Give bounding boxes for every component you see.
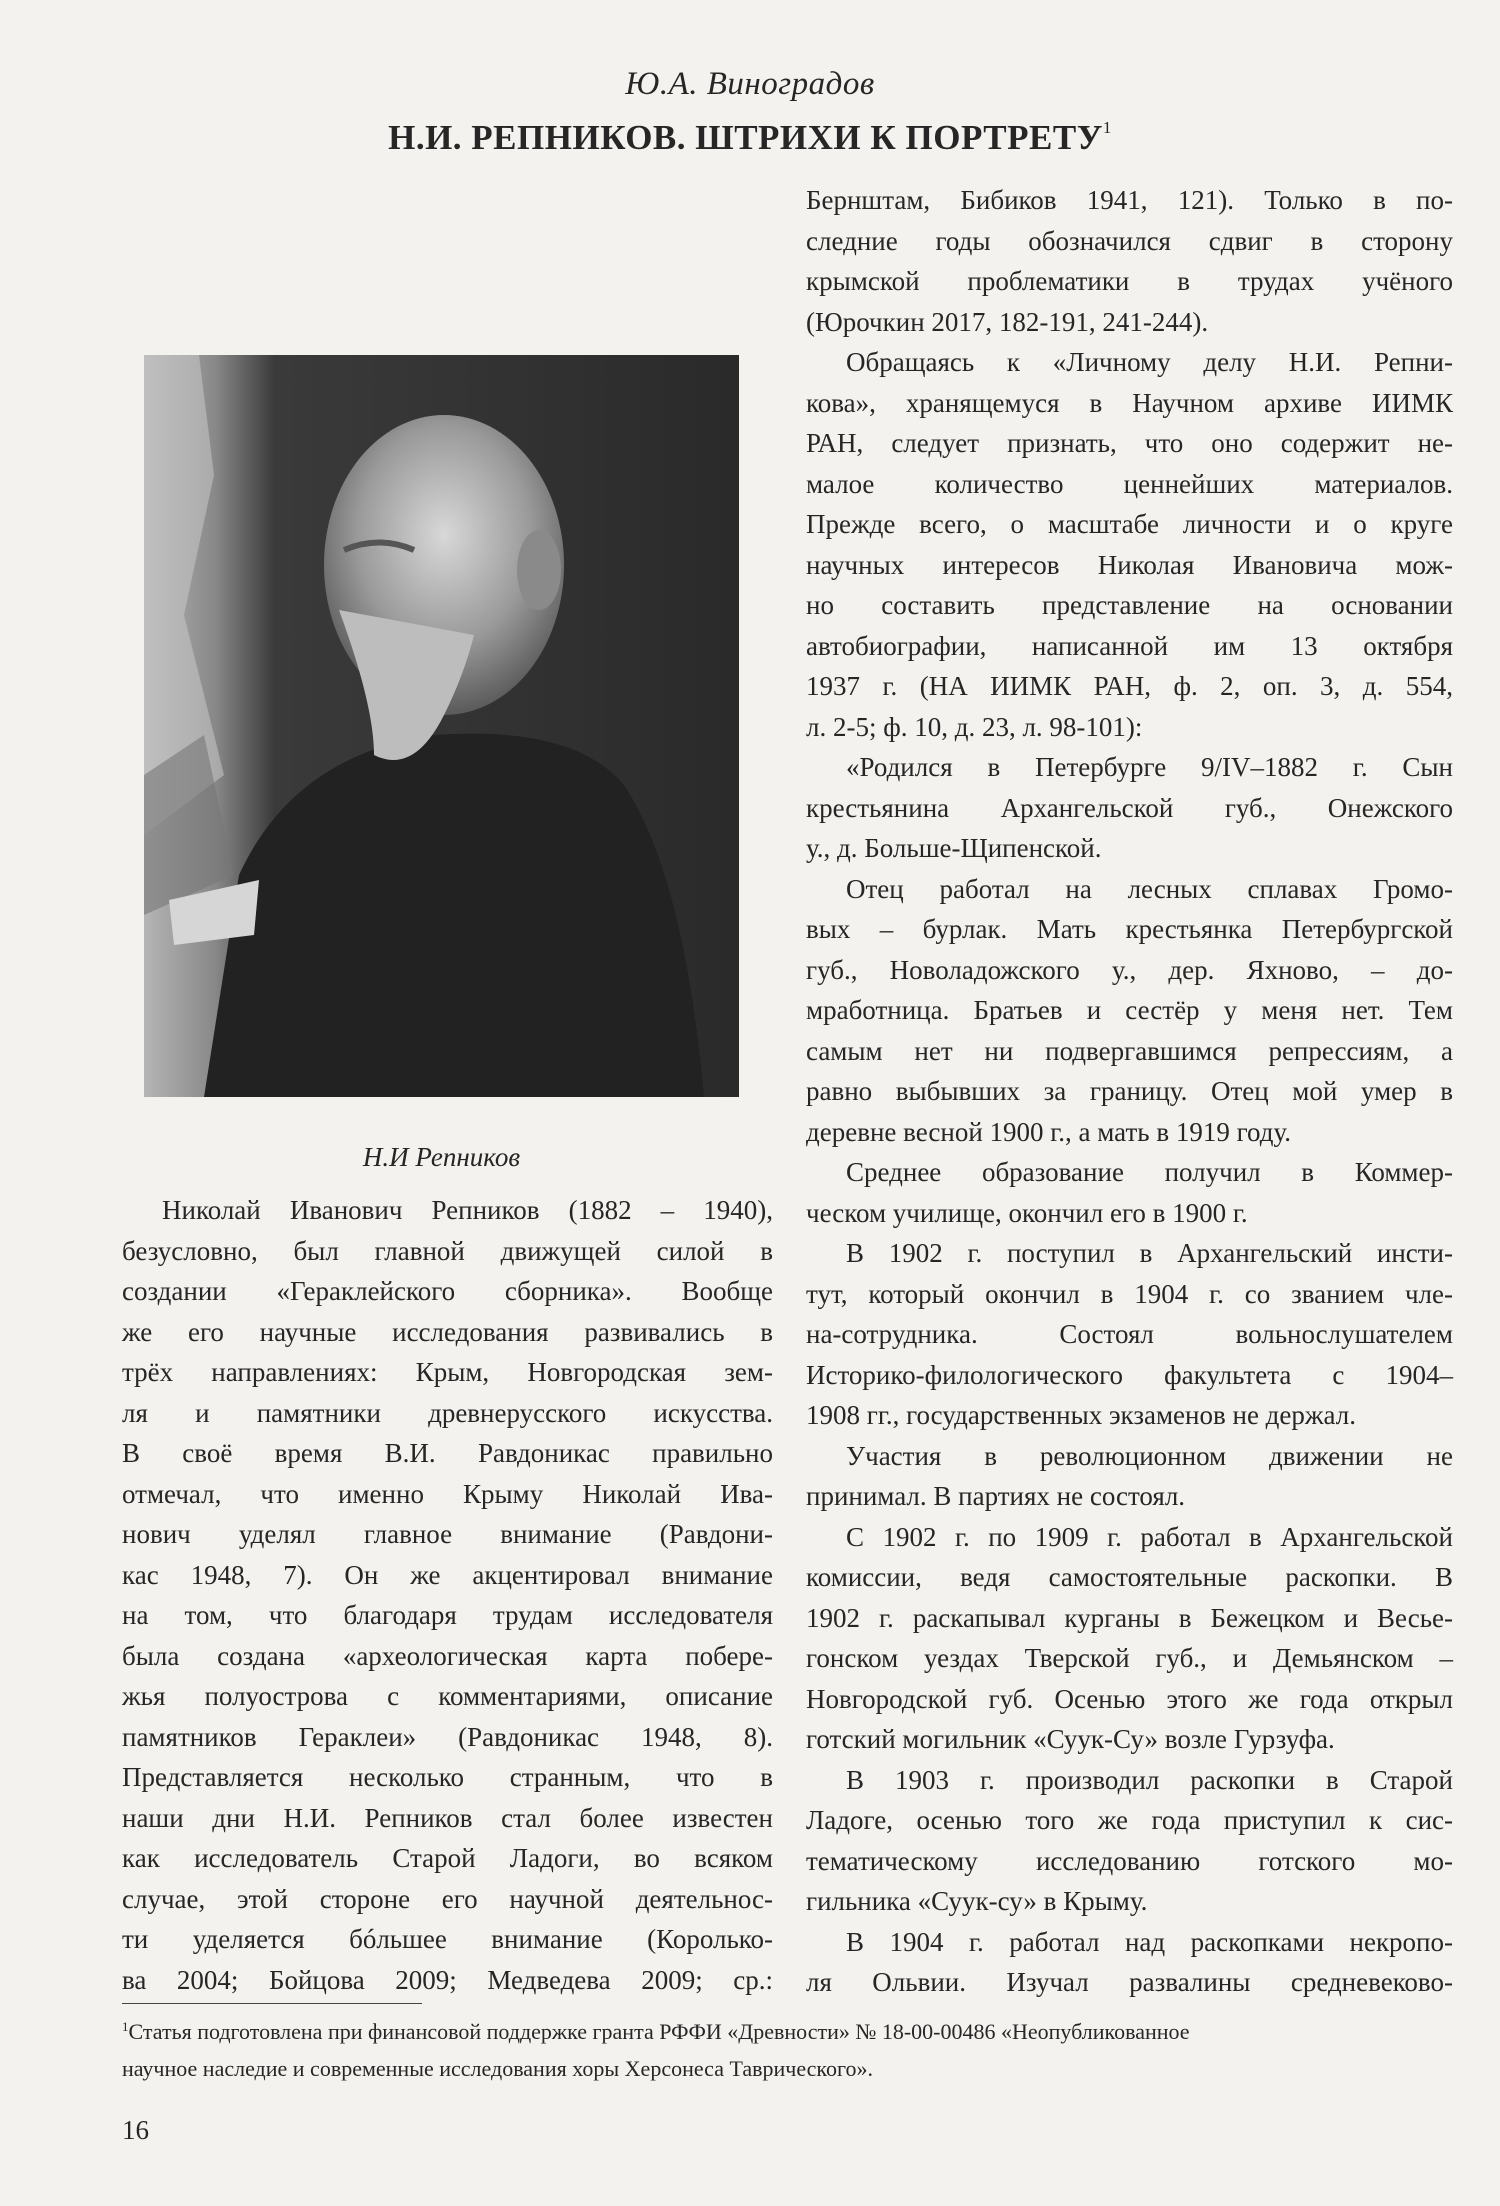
text-line: кова», хранящемуся в Научном архиве ИИМК: [806, 387, 1453, 418]
article-title-text: Н.И. РЕПНИКОВ. ШТРИХИ К ПОРТРЕТУ: [388, 118, 1103, 157]
text-line: безусловно, был главной движущей силой в: [122, 1235, 773, 1266]
footnote-mark: 1: [122, 2019, 129, 2034]
text-line: В 1902 г. поступил в Архангельский инсти-: [846, 1238, 1453, 1268]
text-line: РАН, следует признать, что оно содержит не-: [806, 428, 1453, 458]
text-line: «Родился в Петербурге 9/IV–1882 г. Сын: [846, 752, 1453, 782]
page-number: 16: [122, 2115, 149, 2145]
text-line: В своё время В.И. Равдоникас правильно: [122, 1438, 773, 1468]
text-line: была создана «археологическая карта побере-: [122, 1640, 773, 1671]
text-line: В 1904 г. работал над раскопками некропо-: [846, 1926, 1453, 1957]
text-line: научных интересов Николая Ивановича мож-: [806, 549, 1453, 580]
text-line: деревне весной 1900 г., а мать в 1919 году.: [806, 1116, 1291, 1147]
footnote-line-1-text: Статья подготовлена при финансовой поддержке гранта РФФИ «Древности» № 18-00-00486 «Неопубликованное: [128, 2019, 1190, 2044]
text-line: Николай Иванович Репников (1882 – 1940),: [162, 1195, 773, 1225]
text-line: гонском уездах Тверской губ., и Демьянском –: [806, 1643, 1453, 1673]
footnote-line: [122, 2008, 1457, 2050]
text-line: ческом училище, окончил его в 1900 г.: [806, 1197, 1248, 1228]
portrait-photo: [144, 355, 739, 1097]
text-line: вых – бурлак. Мать крестьянка Петербургской: [806, 914, 1453, 944]
text-line: Новгородской губ. Осенью этого же года открыл: [806, 1683, 1453, 1714]
text-line: С 1902 г. по 1909 г. работал в Архангельской: [846, 1521, 1453, 1552]
title-footnote-mark[interactable]: 1: [1102, 118, 1112, 137]
text-line: ля и памятники древнерусского искусства.: [122, 1397, 773, 1428]
text-line: Обращаясь к «Личному делу Н.И. Репни-: [846, 347, 1453, 377]
text-line: ти уделяется бóльшее внимание (Королько-: [122, 1924, 773, 1954]
footnote-divider: [122, 2003, 422, 2004]
footnote-line: научное наследие и современные исследования хоры Херсонеса Таврического».: [122, 2056, 873, 2081]
text-line: В 1903 г. производил раскопки в Старой: [846, 1764, 1453, 1795]
text-line: наши дни Н.И. Репников стал более известен: [122, 1802, 773, 1833]
footnote: [122, 2008, 1457, 2087]
text-line: готский могильник «Суук-Су» возле Гурзуфа.: [806, 1724, 1335, 1754]
text-line: у., д. Больше-Щипенской.: [806, 833, 1102, 863]
text-line: Представляется несколько странным, что в: [122, 1762, 773, 1792]
article-author: Ю.А. Виноградов: [625, 66, 875, 102]
text-line: но составить представление на основании: [806, 590, 1453, 620]
text-line: жья полуострова с комментариями, описание: [122, 1681, 773, 1711]
text-line: самым нет ни подвергавшимся репрессиям, а: [806, 1035, 1453, 1066]
text-line: тут, который окончил в 1904 г. со званием чле-: [806, 1278, 1453, 1309]
text-line: Бернштам, Бибиков 1941, 121). Только в по-: [806, 185, 1453, 215]
text-line: Среднее образование получил в Коммер-: [846, 1157, 1453, 1187]
text-line: комиссии, ведя самостоятельные раскопки. В: [806, 1562, 1453, 1592]
text-line: малое количество ценнейших материалов.: [806, 468, 1453, 499]
text-line: крестьянина Архангельской губ., Онежского: [806, 792, 1453, 823]
text-line: Ладоге, осенью того же года приступил к сис-: [806, 1805, 1453, 1835]
text-line: автобиографии, написанной им 13 октября: [806, 630, 1453, 661]
text-line: крымской проблематики в трудах учёного: [806, 266, 1453, 296]
text-line: как исследователь Старой Ладоги, во всяком: [122, 1843, 773, 1873]
text-line: отмечал, что именно Крыму Николай Ива-: [122, 1478, 773, 1509]
text-line: случае, этой стороне его научной деятельнос-: [122, 1883, 773, 1914]
text-line: создании «Гераклейского сборника». Вообще: [122, 1276, 773, 1306]
text-line: ля Ольвии. Изучал развалины средневеково-: [806, 1967, 1453, 1997]
text-line: Историко-филологического факультета с 1904–: [806, 1359, 1453, 1390]
text-line: л. 2-5; ф. 10, д. 23, л. 98-101):: [806, 711, 1143, 742]
text-line: Участия в революционном движении не: [846, 1440, 1453, 1471]
text-line: трёх направлениях: Крым, Новгородская зем-: [122, 1357, 773, 1387]
text-line: памятников Гераклеи» (Равдоникас 1948, 8).: [122, 1721, 773, 1752]
text-line: гильника «Суук-су» в Крыму.: [806, 1886, 1148, 1916]
text-line: Прежде всего, о масштабе личности и о круге: [806, 509, 1453, 539]
article-title: [0, 118, 1500, 158]
text-line: губ., Новоладожского у., дер. Яхново, – до-: [806, 954, 1453, 985]
right-column-text: [806, 180, 1453, 2003]
portrait-illustration: [144, 355, 739, 1097]
text-line: 1908 гг., государственных экзаменов не держал.: [806, 1400, 1356, 1430]
text-line: мработница. Братьев и сестёр у меня нет. Тем: [806, 995, 1453, 1025]
text-line: кас 1948, 7). Он же акцентировал внимание: [122, 1559, 773, 1590]
text-line: (Юрочкин 2017, 182-191, 241-244).: [806, 306, 1209, 337]
text-line: нович уделял главное внимание (Равдони-: [122, 1519, 773, 1549]
text-line: следние годы обозначился сдвиг в сторону: [806, 225, 1453, 256]
text-line: равно выбывших за границу. Отец мой умер в: [806, 1076, 1453, 1106]
figure-caption: Н.И Репников: [362, 1142, 521, 1172]
text-line: принимал. В партиях не состоял.: [806, 1481, 1186, 1511]
text-line: на том, что благодаря трудам исследователя: [122, 1600, 773, 1630]
text-line: же его научные исследования развивались в: [122, 1316, 773, 1347]
text-line: тематическому исследованию готского мо-: [806, 1845, 1453, 1876]
left-column-text: [122, 1190, 773, 2000]
text-line: на-сотрудника. Состоял вольнослушателем: [806, 1319, 1453, 1349]
text-line: 1902 г. раскапывал курганы в Бежецком и Весье-: [806, 1602, 1453, 1633]
text-line: ва 2004; Бойцова 2009; Медведева 2009; ср.:: [122, 1964, 773, 1995]
text-line: Отец работал на лесных сплавах Громо-: [846, 873, 1453, 904]
text-line: 1937 г. (НА ИИМК РАН, ф. 2, оп. 3, д. 554,: [806, 671, 1453, 701]
